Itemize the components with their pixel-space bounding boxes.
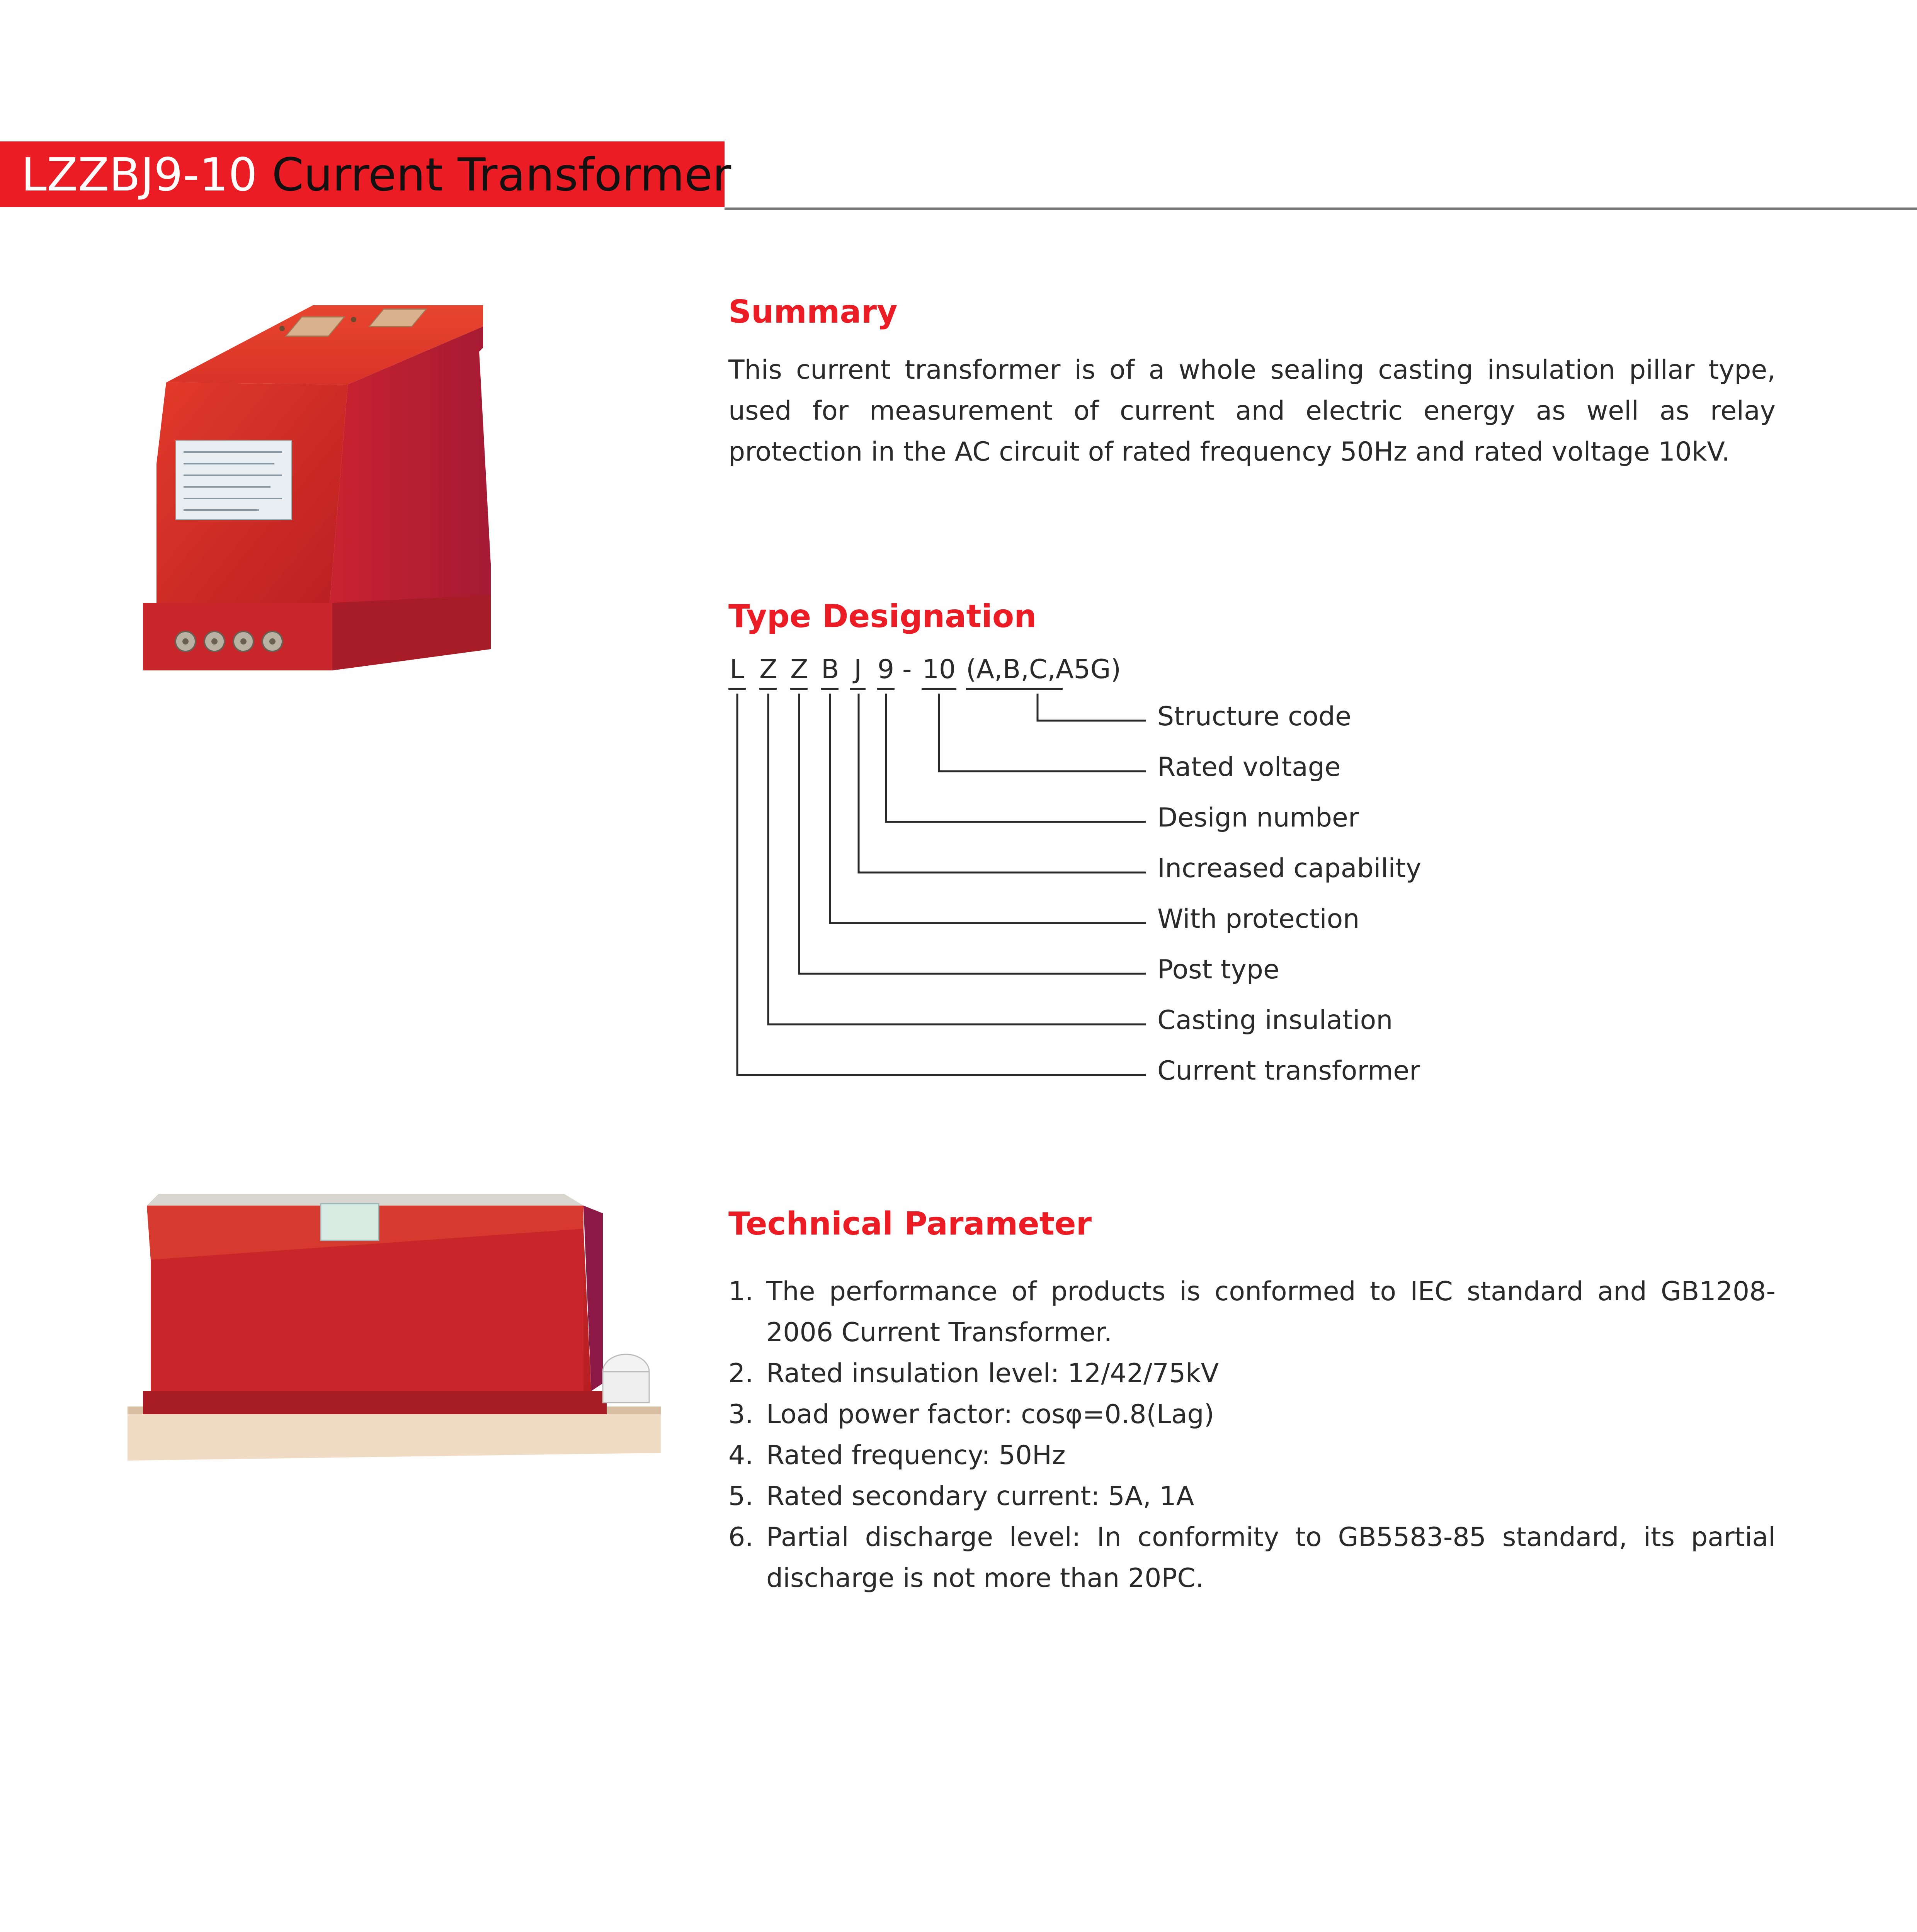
list-item <box>728 1476 1776 1517</box>
list-item-text: Rated frequency: 50Hz <box>766 1440 1066 1471</box>
code-letter-l: L <box>728 652 746 690</box>
summary-text: This current transformer is of a whole sealing casting insulation pillar type, used for measurement of current and electric energy as well as relay protection in the AC circuit of rated frequency 50Hz and rated voltage 10kV. <box>728 355 1776 467</box>
list-item-number: 3. <box>728 1399 754 1430</box>
code-letter-z1: Z <box>759 652 777 690</box>
label-casting-insulation: Casting insulation <box>1157 1005 1393 1036</box>
label-design-number: Design number <box>1157 803 1359 833</box>
code-number-9: 9 <box>877 652 895 690</box>
list-item-number: 5. <box>728 1481 754 1512</box>
list-item-number: 1. <box>728 1276 754 1307</box>
list-item-number: 2. <box>728 1358 754 1389</box>
list-item <box>728 1353 1776 1394</box>
summary-heading: Summary <box>728 294 898 330</box>
list-item-number: 4. <box>728 1440 754 1471</box>
code-suffix: (A,B,C,A5G) <box>966 652 1063 690</box>
technical-parameter-heading: Technical Parameter <box>728 1206 1092 1242</box>
code-letter-b: B <box>821 652 839 690</box>
leader-line-with-protection <box>830 694 1146 923</box>
label-with-protection: With protection <box>1157 904 1360 934</box>
list-item <box>728 1435 1776 1476</box>
list-item-text: Rated insulation level: 12/42/75kV <box>766 1358 1219 1389</box>
list-item <box>728 1271 1776 1353</box>
list-item-number: 6. <box>728 1522 754 1553</box>
type-designation-heading: Type Designation <box>728 598 1037 635</box>
list-item <box>728 1394 1776 1435</box>
label-increased-capability: Increased capability <box>1157 853 1422 884</box>
title-rest: Current Transformer <box>257 148 731 201</box>
code-number-10: 10 <box>922 652 956 690</box>
label-post-type: Post type <box>1157 954 1279 985</box>
label-current-transformer: Current transformer <box>1157 1056 1420 1086</box>
list-item-text: Load power factor: cosφ=0.8(Lag) <box>766 1399 1214 1430</box>
code-letter-z2: Z <box>790 652 808 690</box>
title-model: LZZBJ9-10 <box>21 148 257 201</box>
list-item-text: Partial discharge level: In conformity to GB5583-85 standard, its partial discharge is not more than 20PC. <box>766 1522 1776 1594</box>
list-item-text: The performance of products is conformed to IEC standard and GB1208-2006 Current Transformer. <box>766 1276 1776 1348</box>
leader-line-design-number <box>886 694 1146 822</box>
list-item-text: Rated secondary current: 5A, 1A <box>766 1481 1194 1512</box>
leader-line-structure-code <box>1038 694 1146 721</box>
label-structure-code: Structure code <box>1157 701 1351 732</box>
leader-line-casting-insulation <box>768 694 1146 1024</box>
code-dash: - <box>902 654 912 685</box>
code-letter-j: J <box>850 652 866 690</box>
list-item <box>728 1517 1776 1599</box>
technical-parameter-list <box>728 1271 1776 1599</box>
leader-line-post-type <box>799 694 1146 974</box>
leader-line-rated-voltage <box>939 694 1146 771</box>
label-rated-voltage: Rated voltage <box>1157 752 1341 782</box>
